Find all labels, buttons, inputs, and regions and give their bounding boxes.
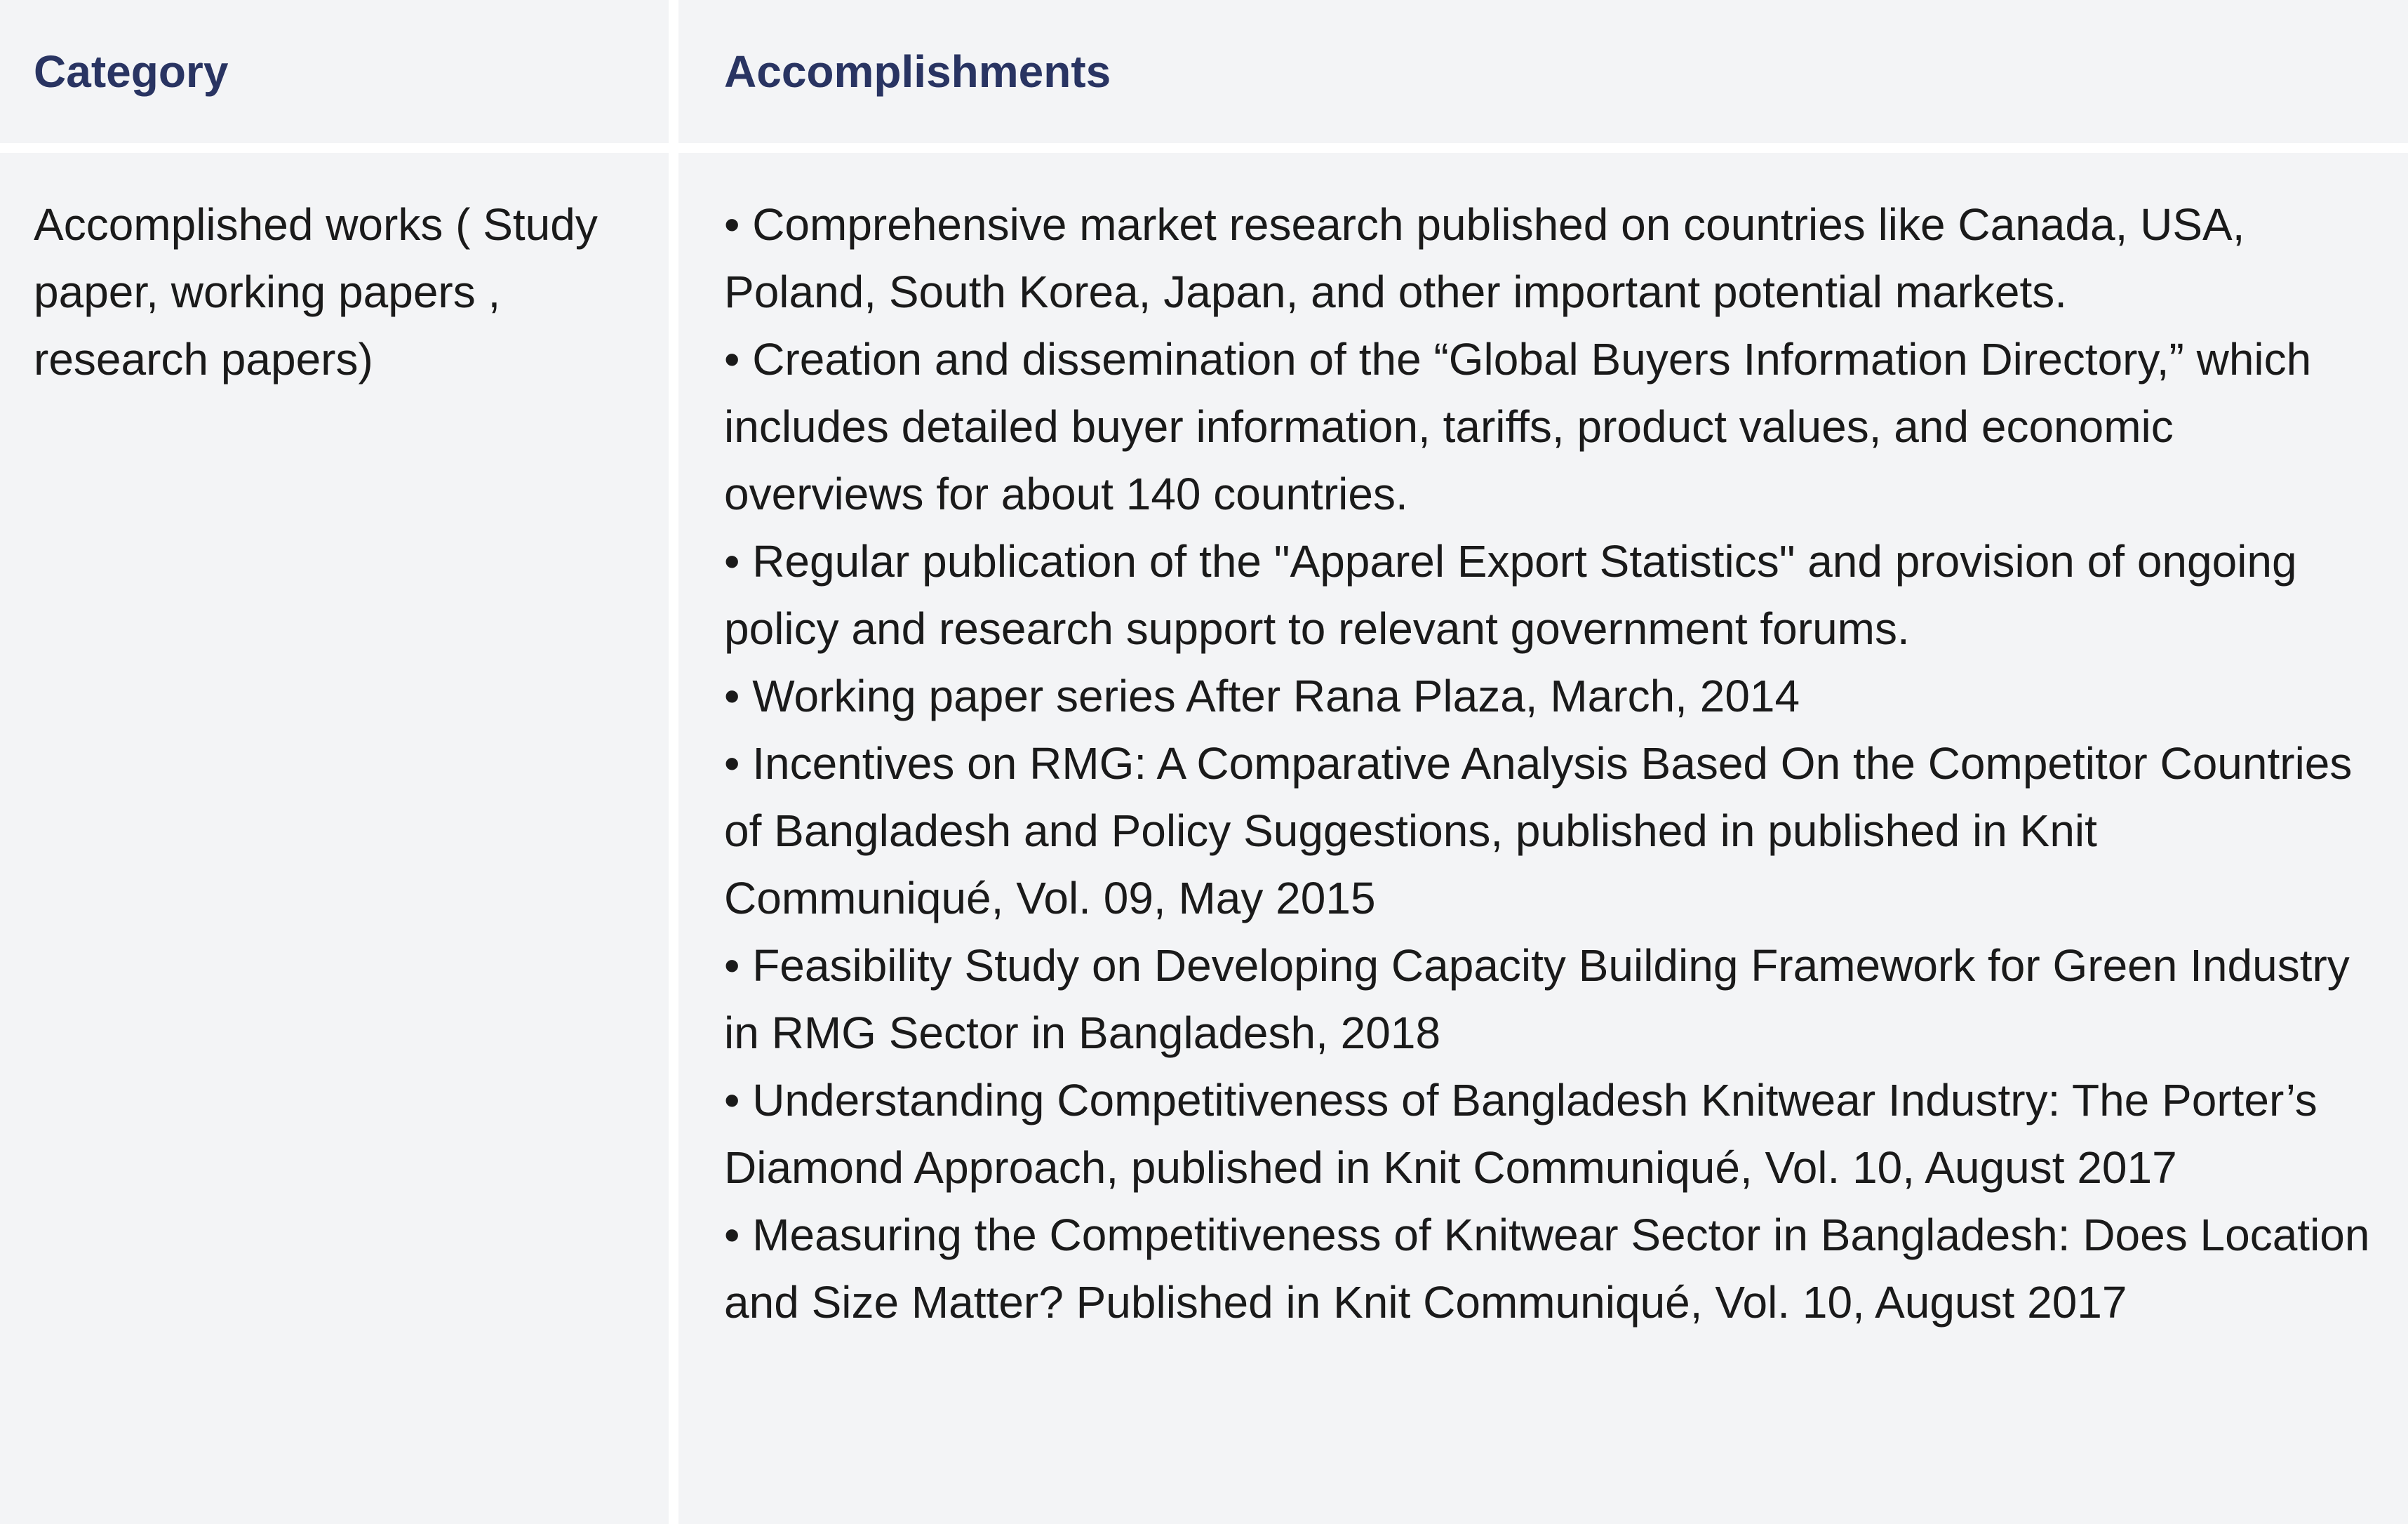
table-row-category-cell — [0, 153, 669, 1524]
accomplishment-list — [724, 153, 2380, 1336]
list-item: • Measuring the Competitiveness of Knitwear Sector in Bangladesh: Does Location and Size Matter? Published in Knit Communiqué, Vol. 10, August 2017 — [724, 1201, 2380, 1336]
list-item: • Comprehensive market research published on countries like Canada, USA, Poland, South Korea, Japan, and other important potential markets. — [724, 191, 2380, 326]
list-item: • Feasibility Study on Developing Capacity Building Framework for Green Industry in RMG Sector in Bangladesh, 2018 — [724, 932, 2380, 1067]
list-item: • Working paper series After Rana Plaza, March, 2014 — [724, 662, 2380, 730]
header-category — [0, 0, 669, 143]
list-item: • Creation and dissemination of the “Global Buyers Information Directory,” which includes detailed buyer information, tariffs, product values, and economic overviews for about 140 countries. — [724, 326, 2380, 528]
list-item: • Regular publication of the "Apparel Export Statistics" and provision of ongoing policy and research support to relevant government forums. — [724, 528, 2380, 662]
list-item: • Understanding Competitiveness of Bangladesh Knitwear Industry: The Porter’s Diamond Approach, published in Knit Communiqué, Vol. 10, August 2017 — [724, 1067, 2380, 1201]
header-accomplishments — [678, 0, 2408, 143]
header-accomplishments-label: Accomplishments — [724, 46, 1111, 97]
list-item: • Incentives on RMG: A Comparative Analysis Based On the Competitor Countries of Bangladesh and Policy Suggestions, published in published in Knit Communiqué, Vol. 09, May 2015 — [724, 730, 2380, 932]
category-text: Accomplished works ( Study paper, working papers , research papers) — [34, 199, 598, 385]
table-row-accomplishments-cell — [678, 153, 2408, 1524]
header-category-label: Category — [34, 46, 229, 97]
